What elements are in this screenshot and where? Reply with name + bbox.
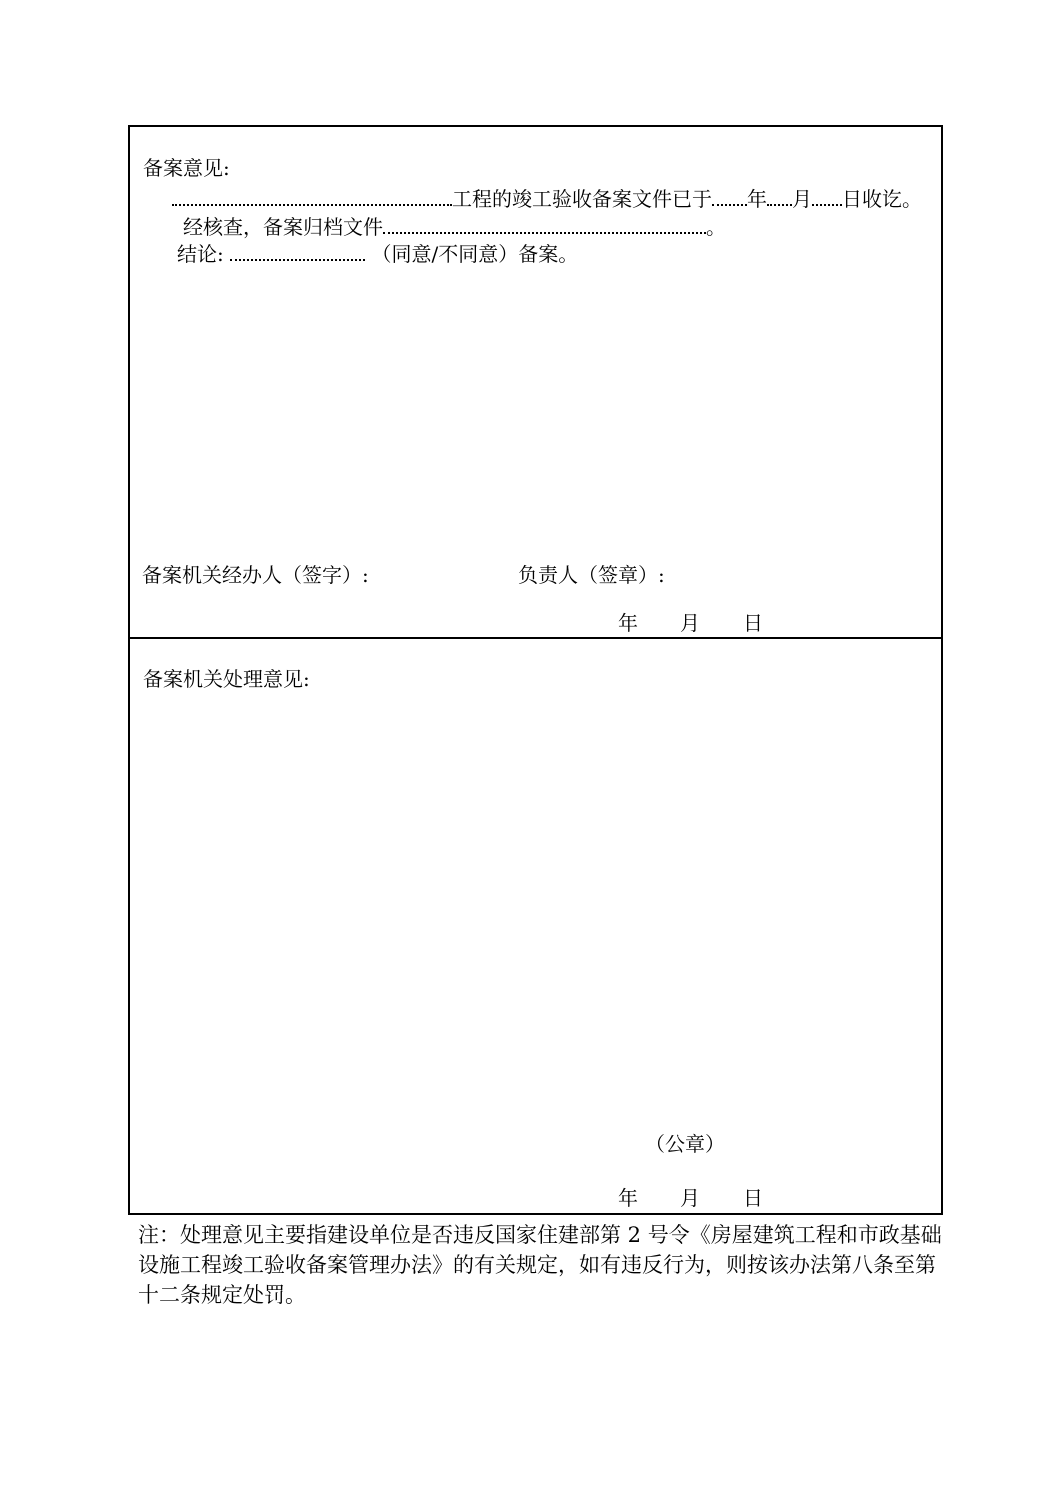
processing-opinion-date-line: [618, 1184, 763, 1212]
date-month-label: 月: [680, 1186, 700, 1210]
date-day-label: 日: [743, 1186, 763, 1210]
year-label: 年: [747, 187, 767, 211]
conclusion-prefix: 结论:: [177, 242, 224, 266]
conclusion-blank: [230, 243, 365, 261]
month-label: 月: [792, 187, 812, 211]
verification-line: [183, 213, 726, 241]
handler-signature-label: 备案机关经办人（签字）:: [142, 563, 369, 587]
official-seal-placeholder: （公章）: [645, 1132, 725, 1156]
project-name-blank: [172, 188, 452, 206]
date-month-label: 月: [680, 611, 700, 635]
filing-opinion-section: [130, 127, 941, 637]
responsible-signature-label: 负责人（签章）:: [518, 563, 665, 587]
footnote: [138, 1220, 953, 1310]
filing-opinion-date-line: [618, 609, 763, 637]
date-year-label: 年: [618, 611, 638, 635]
receipt-line: [172, 185, 922, 213]
day-blank: [812, 188, 842, 206]
archive-files-blank: [383, 216, 706, 234]
date-year-label: 年: [618, 1186, 638, 1210]
processing-opinion-section: [130, 637, 941, 1213]
filing-opinion-label: 备案意见:: [143, 156, 230, 180]
verify-suffix: 。: [706, 215, 726, 239]
footnote-line-2: 设施工程竣工验收备案管理办法》的有关规定，如有违反行为，则按该办法第八条至第: [138, 1253, 936, 1277]
receipt-text: 工程的竣工验收备案文件已于: [452, 187, 712, 211]
day-receipt-suffix: 日收讫。: [842, 187, 922, 211]
filing-form-table: [128, 125, 943, 1215]
year-blank: [712, 188, 747, 206]
verify-prefix: 经核查，备案归档文件: [183, 215, 383, 239]
date-day-label: 日: [743, 611, 763, 635]
conclusion-line: [177, 240, 578, 268]
footnote-line-1: 注：处理意见主要指建设单位是否违反国家住建部第 2 号令《房屋建筑工程和市政基础: [138, 1223, 942, 1247]
footnote-line-3: 十二条规定处罚。: [138, 1283, 306, 1307]
conclusion-suffix: （同意/不同意）备案。: [371, 242, 579, 266]
processing-opinion-label: 备案机关处理意见:: [143, 667, 310, 691]
month-blank: [767, 188, 792, 206]
